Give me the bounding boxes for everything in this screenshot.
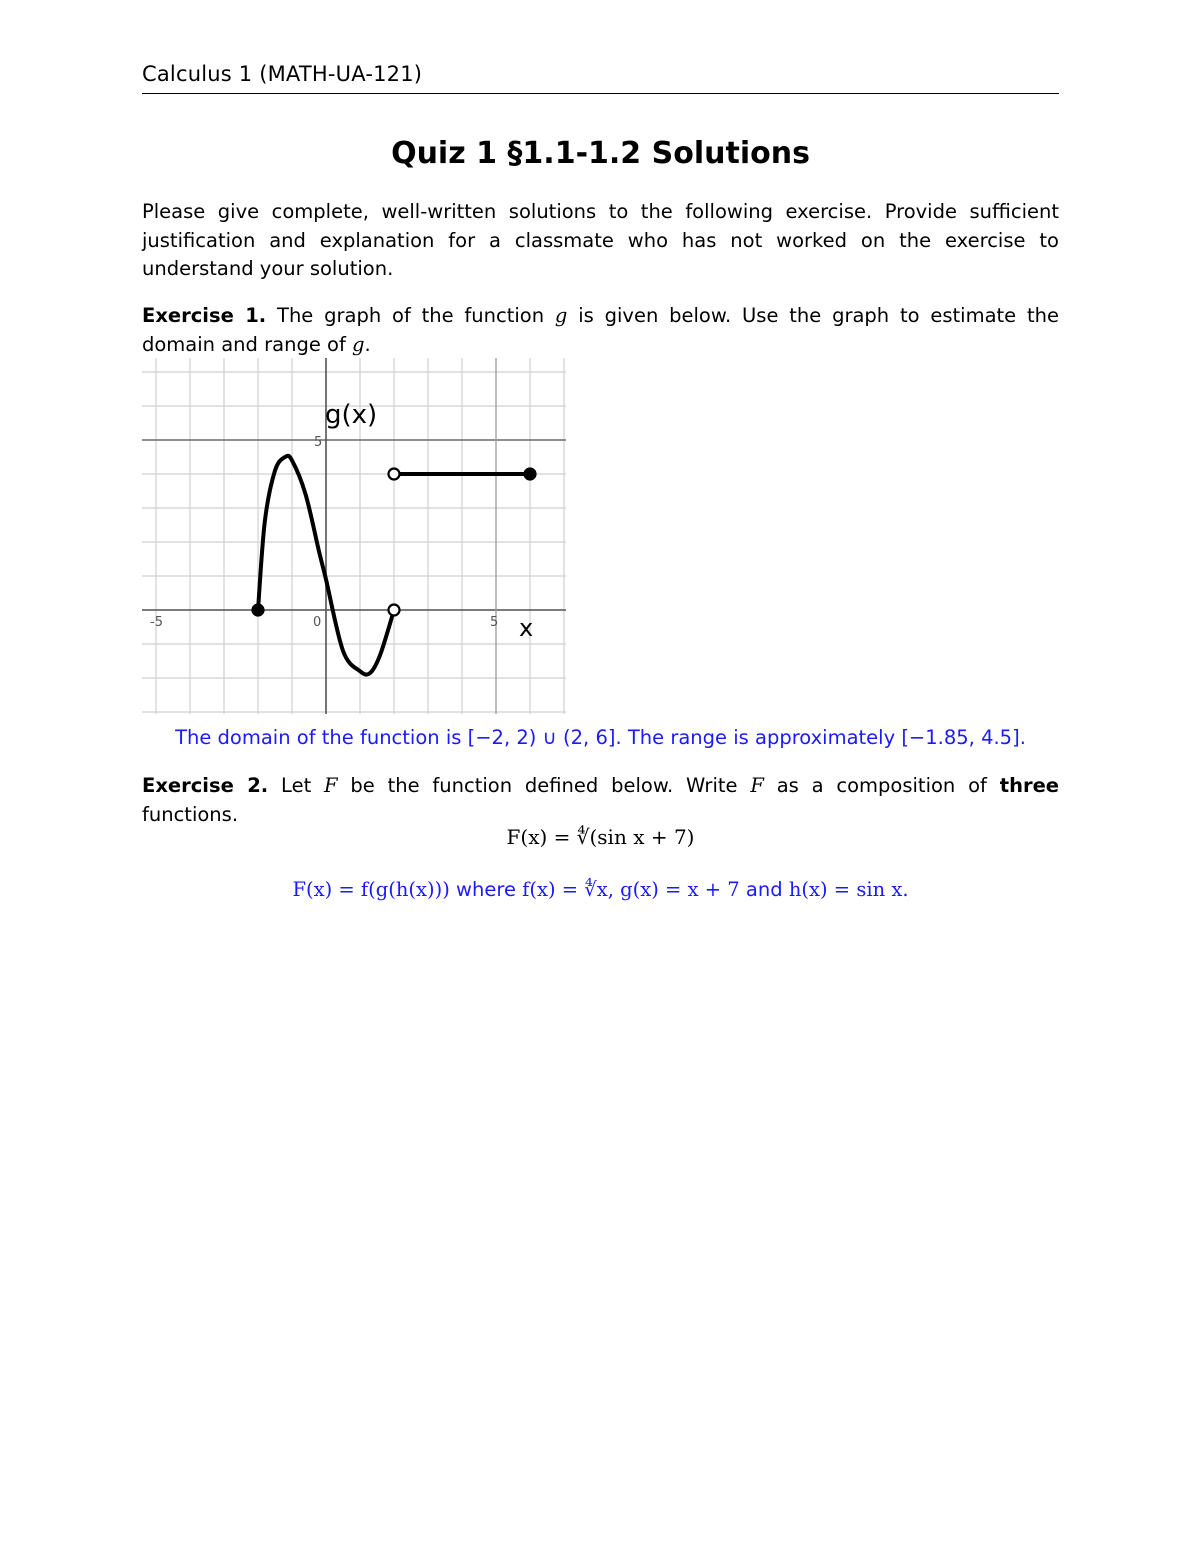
answer-and: and xyxy=(745,878,783,901)
exercise-2-prompt xyxy=(142,772,1059,829)
header-rule xyxy=(142,93,1059,94)
exercise-1-var-g: g xyxy=(554,304,568,327)
exercise-2-answer xyxy=(142,878,1059,901)
graph-x-label: x xyxy=(519,614,534,642)
function-graph xyxy=(142,358,572,718)
exercise-2-text-b: be the function defined below. Write xyxy=(350,774,738,797)
exercise-2-label: Exercise 2. xyxy=(142,774,269,797)
answer-g: g(x) = x + 7 xyxy=(620,878,740,901)
answer-composition: F(x) = f(g(h(x))) xyxy=(292,878,450,901)
exercise-2-var-F2: F xyxy=(750,774,764,797)
exercise-2-text-a: Let xyxy=(281,774,312,797)
instructions: Please give complete, well-written solutions to the following exercise. Provide sufficient justification and explanation for a classmate who has not worked on the exercise to understand your solution. xyxy=(142,200,1059,280)
open-endpoint xyxy=(389,605,400,616)
answer-f: f(x) = ∜x, xyxy=(522,878,614,901)
course-header: Calculus 1 (MATH-UA-121) xyxy=(142,62,423,86)
closed-endpoint xyxy=(253,605,264,616)
tick-label-y-5: 5 xyxy=(314,435,323,450)
graph-y-label: g(x) xyxy=(325,400,378,430)
exercise-1-text-end: . xyxy=(364,332,371,356)
open-endpoint xyxy=(389,469,400,480)
exercise-2-bold-three: three xyxy=(999,774,1060,797)
exercise-2-text-d: functions. xyxy=(142,802,239,826)
tick-label-origin: 0 xyxy=(313,615,322,630)
tick-label-x-5: 5 xyxy=(490,615,499,630)
exercise-1-var-g2: g xyxy=(352,332,365,356)
tick-label-x-neg5: -5 xyxy=(150,615,163,630)
exercise-1-text-a: The graph of the function xyxy=(277,304,545,327)
exercise-2-text-c: as a composition of xyxy=(776,774,987,797)
answer-h: h(x) = sin x. xyxy=(788,878,909,901)
exercise-2-formula: F(x) = ∜(sin x + 7) xyxy=(506,825,695,849)
exercise-2-var-F: F xyxy=(324,774,338,797)
closed-endpoint xyxy=(525,469,536,480)
exercise-1-label: Exercise 1. xyxy=(142,304,267,327)
exercise-1-answer: The domain of the function is [−2, 2) ∪ (2, 6]. The range is approximately [−1.85, 4.5]. xyxy=(175,726,1026,749)
answer-where: where xyxy=(456,878,516,901)
exercise-1-prompt xyxy=(142,302,1059,359)
exercise-1-text-b: is given below. Use the graph to estimate the domain and range of xyxy=(142,304,1059,356)
page-title: Quiz 1 §1.1-1.2 Solutions xyxy=(391,136,810,171)
